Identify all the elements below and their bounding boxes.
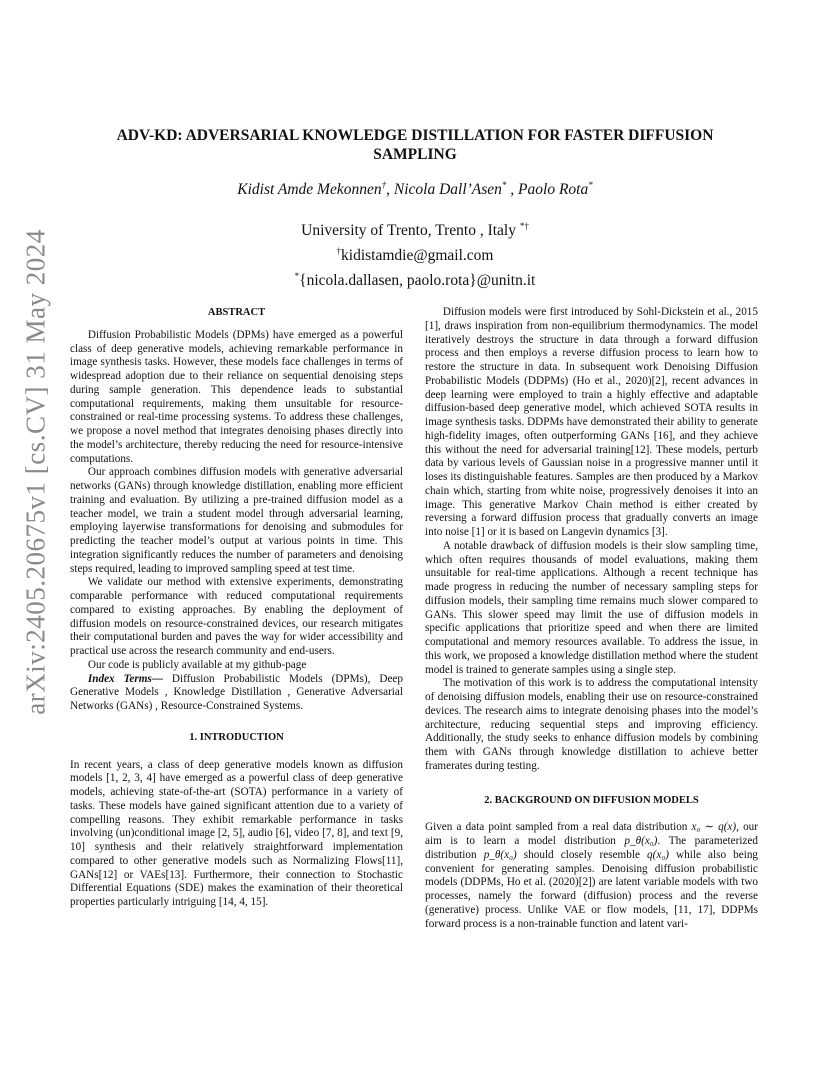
- email-address: {nicola.dallasen, paolo.rota}@unitn.it: [299, 272, 536, 290]
- arxiv-stamp: arXiv:2405.20675v1 [cs.CV] 31 May 2024: [20, 229, 51, 715]
- section-heading: ABSTRACT: [207, 307, 266, 318]
- affiliation-mark: *: [501, 180, 507, 190]
- body-paragraph: The motivation of this work is to address the computational intensity of denoising diffusion models, enabling their use on resource-constrained devices. The research aims to integrate denoising phases into the model’s architecture, reducing sequential steps and improving efficiency. Additionally, the study seeks to enhance diffusion models by combining them with GANs through knowledge distillation to achieve better framerates during testing.: [425, 677, 758, 772]
- left-column: [70, 306, 403, 910]
- author-list: [90, 180, 740, 199]
- affiliation-block: University of Trento, Trento , Italy *† †kidistamdie@gmail.com *{nicola.dallasen, paolo.rota}@unitn.it: [294, 221, 536, 290]
- author-name: Kidist Amde Mekonnen: [237, 181, 382, 199]
- paper-title: ADV-KD: ADVERSARIAL KNOWLEDGE DISTILLATION FOR FASTER DIFFUSION SAMPLING: [116, 127, 714, 163]
- math-inline: p_θ(x₀): [483, 848, 517, 861]
- math-inline: p_θ(x₀): [624, 835, 658, 847]
- math-inline: q(x₀): [647, 848, 669, 861]
- abstract-paragraph: Our code is publicly available at my github-page: [87, 658, 307, 671]
- body-paragraph: In recent years, a class of deep generative models known as diffusion models [1, 2, 3, 4] have emerged as a powerful class of deep generative models, achieving state-of-the-art (SOTA) performance in a variety of tasks. These models have gained significant attention due to a variety of compelling reasons. They exhibit remarkable performance in tasks involving (un)conditional image [2, 5], audio [6], video [7, 8], and text [9, 10] synthesis and their relatively straightforward implementation compared to other generative models such as Normalizing Flows[11], GANs[12] or VAEs[13]. Furthermore, their connection to Stochastic Differential Equations (SDE) makes the examination of their theoretical properties particularly intriguing [14, 4, 15].: [70, 758, 403, 908]
- right-column: [425, 306, 758, 931]
- abstract-paragraph: Our approach combines diffusion models with generative adversarial networks (GANs) through knowledge distillation, enabling more efficient training and evaluation. By utilizing a pre-trained diffusion model as a teacher model, we train a student model through adversarial learning, employing layerwise transformations for denoising and submodules for predicting the teacher model’s output at various points in time. This integration significantly reduces the number of parameters and denoising steps required, leading to improved sampling speed at test time.: [70, 466, 403, 575]
- affiliation-mark: *: [588, 180, 593, 190]
- index-terms: Index Terms— Diffusion Probabilistic Models (DPMs), Deep Generative Models , Knowledge Distillation , Generative Adversarial Networks (GANs) , Resource-Constrained Systems.: [70, 672, 403, 712]
- body-paragraph: Diffusion models were first introduced by Sohl-Dickstein et al., 2015 [1], draws inspiration from non-equilibrium thermodynamics. The model iteratively destroys the structure in data through a forward diffusion process and then employs a reverse diffusion process to learn how to restore the structure in data. In subsequent work Denoising Diffusion Probabilistic Models (DDPMs) (Ho et al., 2020)[2], recent advances in deep learning were employed to train a highly effective and adaptable diffusion-based deep generative model, which achieved SOTA results in image synthesis tasks. DDPMs have demonstrated their ability to generate high-fidelity images, often outperforming GANs [16], and they achieve this without the need for adversarial training[12]. These models, perturb data by various levels of Gaussian noise in a progressive manner until it loses its distinguishable features. Samples are then produced by a Markov chain which, starting from white noise, progressively denoises it into an image. This generative Markov Chain method is either created by reversing a forward diffusion process that gradually converts an image into noise [1] or it is based on Langevin dynamics [3].: [425, 306, 758, 538]
- section-heading: 2. BACKGROUND ON DIFFUSION MODELS: [484, 794, 699, 806]
- affiliation-mark: †: [381, 180, 387, 190]
- author-name: , Paolo Rota: [506, 181, 589, 199]
- abstract-paragraph: Diffusion Probabilistic Models (DPMs) have emerged as a powerful class of deep generative models, achieving remarkable performance in image synthesis tasks. However, these models face challenges in terms of widespread adoption due to their reliance on sequential denoising steps during sample generation. This dependence leads to substantial computational requirements, making them unsuitable for resource-constrained or real-time processing systems. To address these challenges, we propose a novel method that integrates denoising phases directly into the model’s architecture, thereby reducing the need for resource-intensive computations.: [70, 328, 403, 465]
- author-name: , Nicola Dall’Asen: [386, 181, 502, 199]
- abstract-paragraph: We validate our method with extensive experiments, demonstrating comparable performance with reduced computational requirements compared to existing approaches. By enabling the deployment of diffusion models on resource-constrained devices, our research mitigates their computational burden and paves the way for wider accessibility and practical use across the research community and end-users.: [70, 576, 403, 657]
- section-heading: 1. INTRODUCTION: [189, 731, 284, 743]
- university: University of Trento, Trento , Italy: [301, 222, 520, 240]
- email-address: kidistamdie@gmail.com: [341, 247, 494, 265]
- body-paragraph: Given a data point sampled from a real data distribution x₀ ∼ q(x), our aim is to learn a model distribution p_θ(x₀). The parameterized distribution p_θ(x₀) should closely resemble q(x₀) while also being convenient for generating samples. Denoising diffusion probabilistic models (DDPMs, Ho et al. (2020)[2]) are latent variable models with two processes, namely the forward (diffusion) process and the reverse (generative) process. Unlike VAE or flow models, [11, 17], DDPMs forward process is a non-trainable function and latent vari-: [425, 821, 759, 930]
- body-paragraph: A notable drawback of diffusion models is their slow sampling time, which often requires thousands of model evaluations, making them unsuitable for real-time applications. Although a recent technique has made progress in reducing the number of necessary sampling steps for diffusion models, their sampling time remains much slower compared to GANs. This slower speed may limit the use of diffusion models in specific applications that prioritize speed and when there are limited computational and memory resources available. To address the issue, in this work, we proposed a knowledge distillation method where the student model is trained to generate samples using a single step.: [425, 539, 758, 676]
- math-inline: x₀ ∼ q(x): [691, 821, 737, 834]
